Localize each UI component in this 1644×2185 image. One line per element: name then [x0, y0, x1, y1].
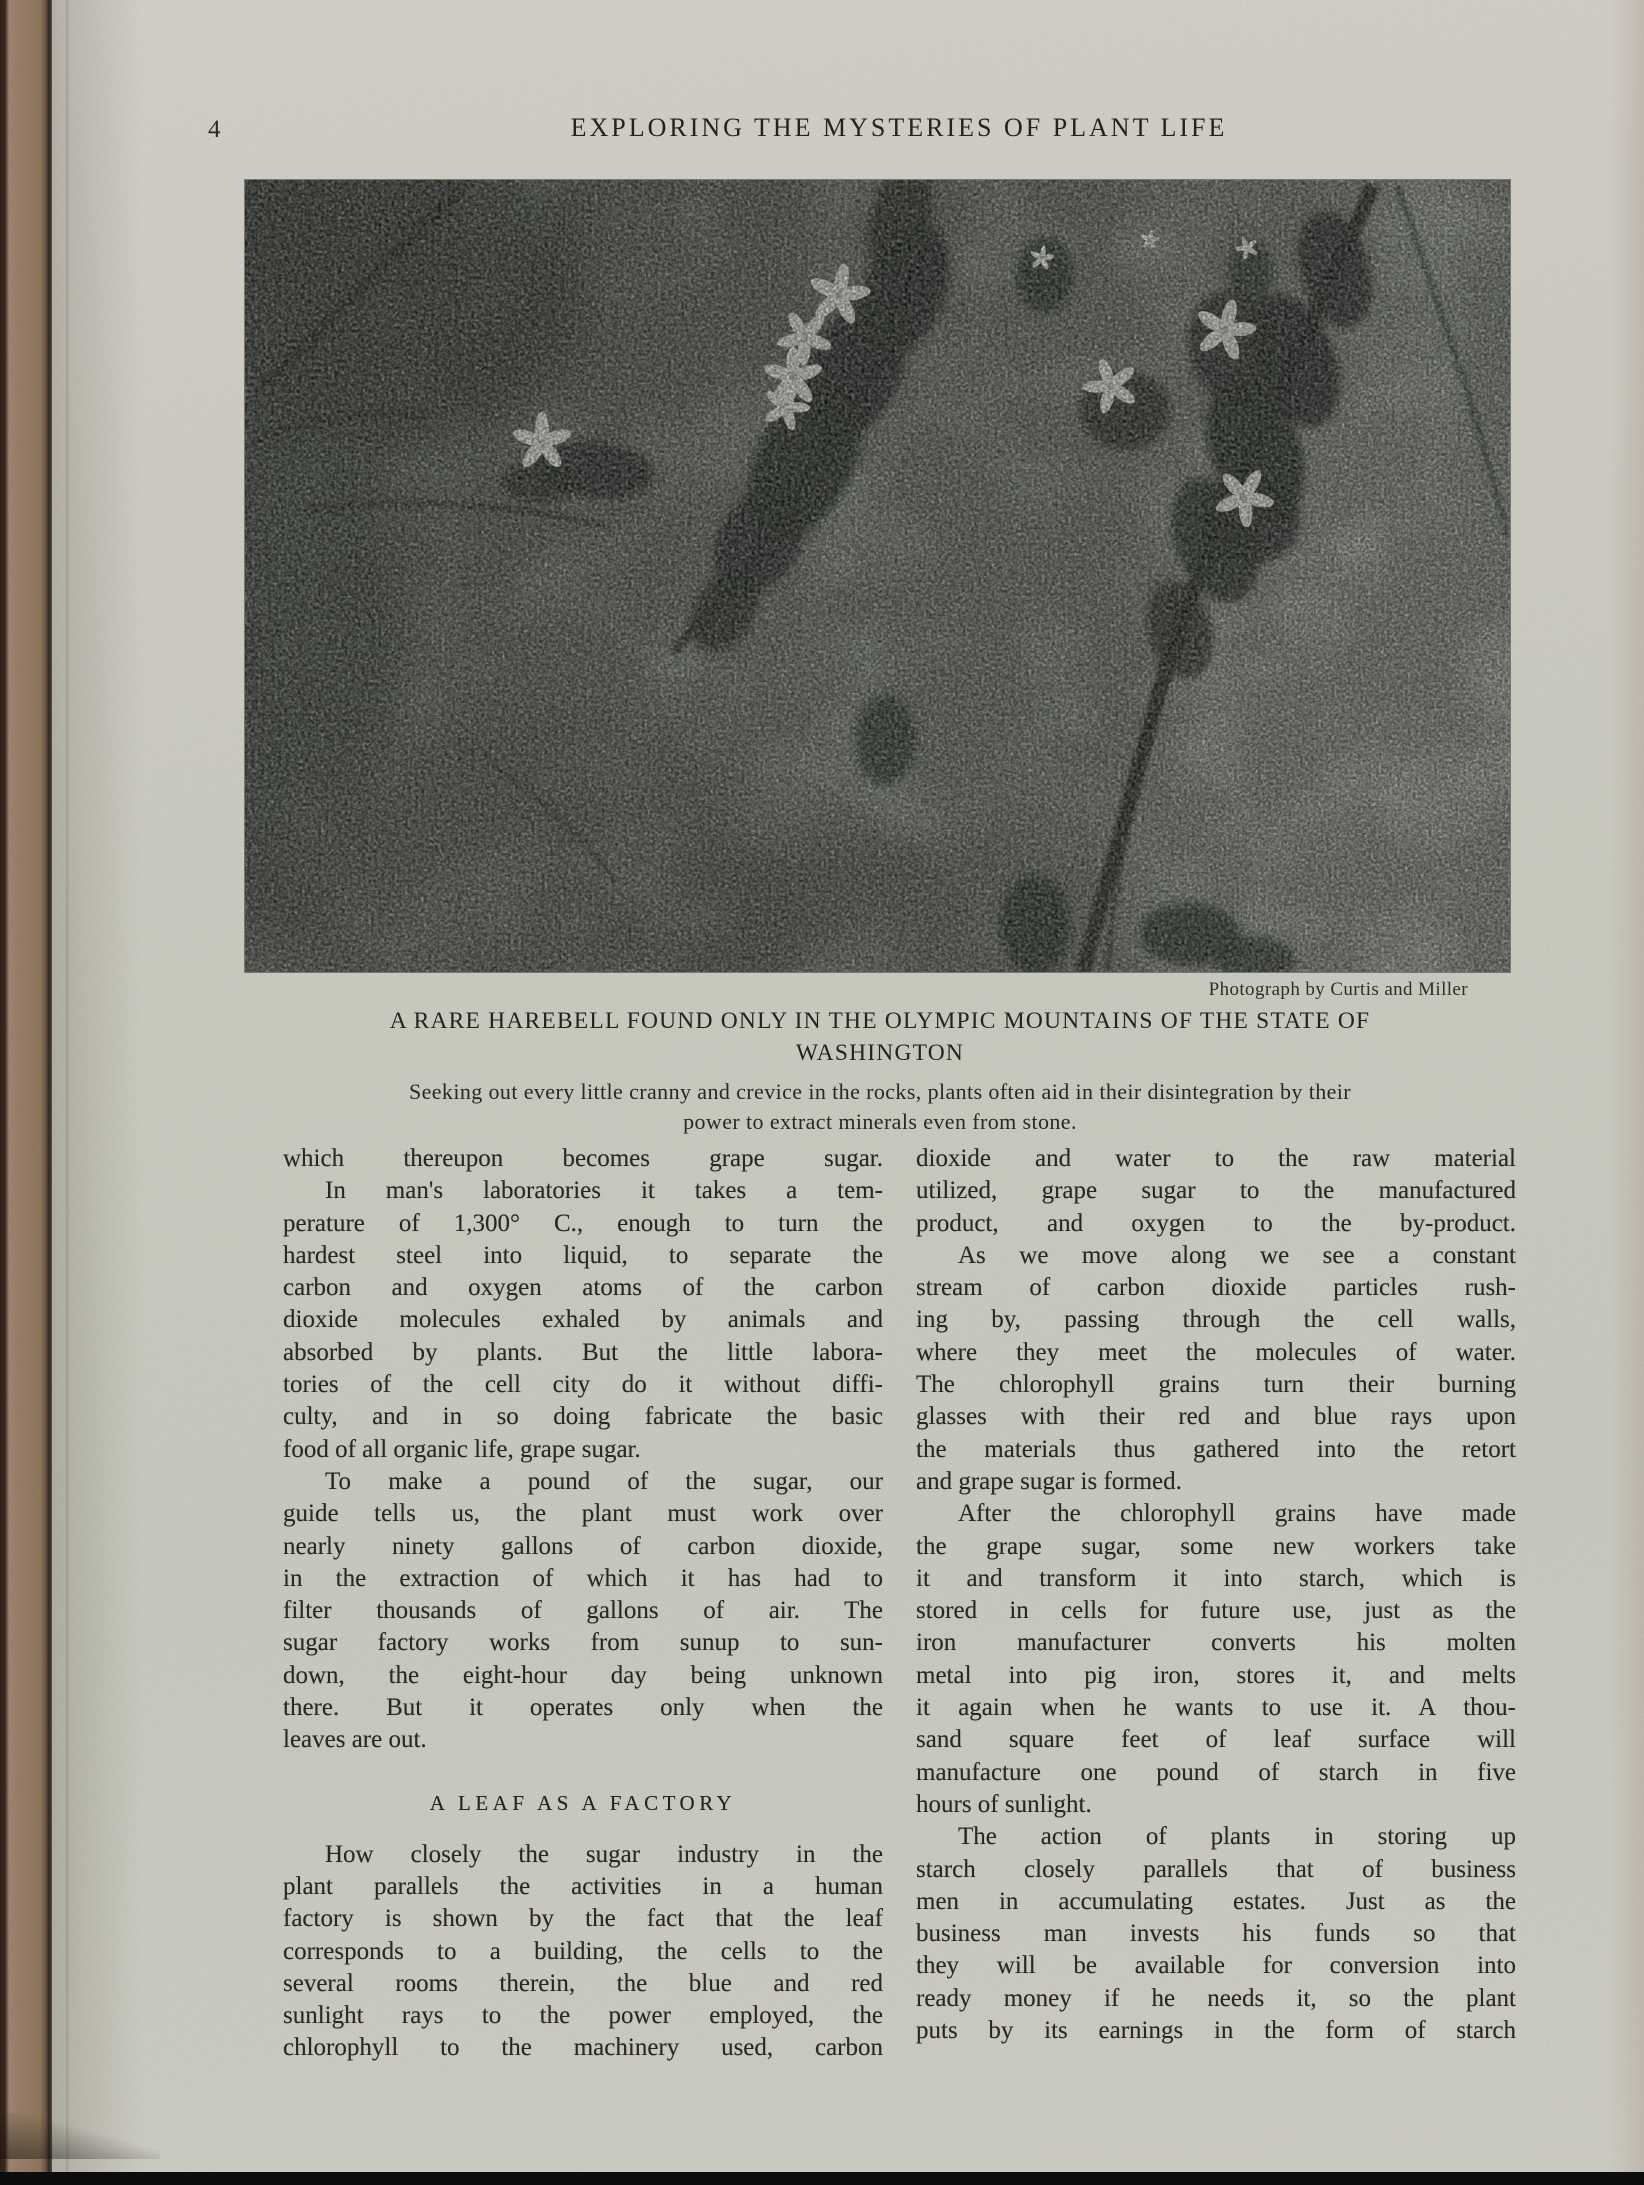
text-line: it and transform it into starch, which is [916, 1564, 1516, 1592]
text-line: After the chlorophyll grains have made [958, 1500, 1516, 1528]
page-right-edge [1610, 0, 1644, 2172]
text-line: culty, and in so doing fabricate the basic [283, 1403, 883, 1431]
caption-text-line: Seeking out every little cranny and crevice in the rocks, plants often aid in their disintegration by their [408, 1079, 1352, 1104]
text-line: hardest steel into liquid, to separate the [283, 1241, 883, 1269]
text-line: carbon and oxygen atoms of the carbon [283, 1274, 883, 1302]
caption-title [245, 1005, 1515, 1069]
page-number: 4 [208, 116, 222, 143]
text-line: glasses with their red and blue rays upon [916, 1403, 1516, 1431]
text-line: The action of plants in storing up [958, 1823, 1516, 1851]
text-line: metal into pig iron, stores it, and melts [916, 1661, 1516, 1689]
text-line: plant parallels the activities in a human [283, 1872, 883, 1900]
text-line: iron manufacturer converts his molten [916, 1629, 1516, 1657]
text-line: nearly ninety gallons of carbon dioxide, [283, 1532, 883, 1560]
text-line: business man invests his funds so that [916, 1920, 1516, 1948]
column-right [916, 1143, 1516, 2047]
text-line: tories of the cell city do it without diffi- [283, 1371, 883, 1399]
text-line: and grape sugar is formed. [916, 1467, 1182, 1495]
caption-text-line: power to extract minerals even from stone. [683, 1109, 1077, 1134]
text-line: manufacture one pound of starch in five [916, 1758, 1516, 1786]
text-line: where they meet the molecules of water. [916, 1338, 1516, 1366]
page-crease [66, 0, 70, 2172]
text-line: sugar factory works from sunup to sun- [283, 1629, 883, 1657]
text-line: sunlight rays to the power employed, the [283, 2002, 883, 2030]
text-line: To make a pound of the sugar, our [325, 1467, 883, 1495]
book-spine-edge [0, 0, 52, 2172]
text-line: there. But it operates only when the [283, 1694, 883, 1722]
text-line: it again when he wants to use it. A thou- [916, 1694, 1516, 1722]
text-line: puts by its earnings in the form of starch [916, 2017, 1516, 2045]
text-line: leaves are out. [283, 1726, 427, 1754]
text-line: filter thousands of gallons of air. The [283, 1597, 883, 1625]
text-line: several rooms therein, the blue and red [283, 1969, 883, 1997]
text-line: The chlorophyll grains turn their burning [916, 1371, 1516, 1399]
text-line: ing by, passing through the cell walls, [916, 1306, 1516, 1334]
text-line: in the extraction of which it has had to [283, 1564, 883, 1592]
text-line: utilized, grape sugar to the manufactured [916, 1177, 1516, 1205]
rock-flowers-illustration [245, 180, 1510, 972]
harebell-photo [245, 180, 1510, 972]
text-line: dioxide and water to the raw material [916, 1145, 1516, 1172]
caption-text [245, 1077, 1515, 1137]
text-line: In man's laboratories it takes a tem- [325, 1177, 883, 1205]
text-line: food of all organic life, grape sugar. [283, 1435, 641, 1463]
photo-credit: Photograph by Curtis and Miller [1208, 979, 1468, 1000]
caption-title-line: A RARE HAREBELL FOUND ONLY IN THE OLYMPIC MOUNTAINS OF THE STATE OF [389, 1008, 1371, 1034]
text-line: dioxide molecules exhaled by animals and [283, 1306, 883, 1334]
text-line: hours of sunlight. [916, 1790, 1092, 1818]
text-line: ready money if he needs it, so the plant [916, 1984, 1516, 2012]
text-line: As we move along we see a constant [958, 1241, 1516, 1269]
text-line: guide tells us, the plant must work over [283, 1500, 883, 1528]
text-line: absorbed by plants. But the little labora- [283, 1338, 883, 1366]
caption-title-line: WASHINGTON [795, 1040, 965, 1066]
text-line: starch closely parallels that of business [916, 1855, 1516, 1883]
text-line: How closely the sugar industry in the [325, 1840, 883, 1868]
text-line: perature of 1,300° C., enough to turn the [283, 1209, 883, 1237]
text-line: sand square feet of leaf surface will [916, 1726, 1516, 1754]
text-line: down, the eight-hour day being unknown [283, 1661, 883, 1689]
text-line: the materials thus gathered into the retort [916, 1435, 1516, 1463]
text-line: which thereupon becomes grape sugar. [283, 1145, 883, 1172]
text-line: corresponds to a building, the cells to the [283, 1937, 883, 1965]
text-line: product, and oxygen to the by-product. [916, 1209, 1516, 1237]
running-header: EXPLORING THE MYSTERIES OF PLANT LIFE [570, 113, 1228, 142]
text-line: men in accumulating estates. Just as the [916, 1887, 1516, 1915]
text-line: chlorophyll to the machinery used, carbon [283, 2034, 883, 2062]
bottom-shadow [0, 2113, 160, 2159]
text-line: they will be available for conversion into [916, 1952, 1516, 1980]
text-line: factory is shown by the fact that the leaf [283, 1905, 883, 1933]
text-line: stream of carbon dioxide particles rush- [916, 1274, 1516, 1302]
column-left [283, 1143, 883, 2065]
text-line: stored in cells for future use, just as the [916, 1597, 1516, 1625]
section-heading: A LEAF AS A FACTORY [429, 1790, 737, 1815]
text-line: the grape sugar, some new workers take [916, 1532, 1516, 1560]
